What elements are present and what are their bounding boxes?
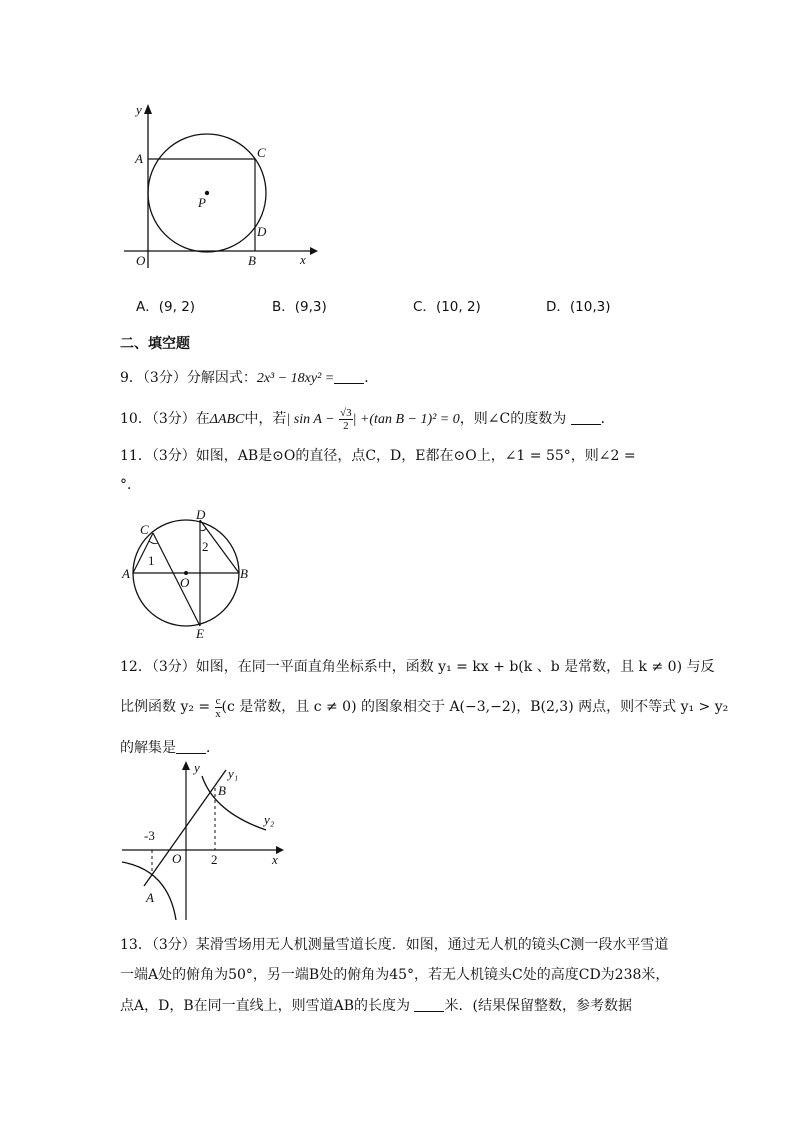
q11-label-o: O	[180, 575, 190, 590]
q11-line1: 11．（3分）如图，AB是⊙O的直径，点C，D，E都在⊙O上，∠1 = 55°，则∠2 =	[120, 448, 636, 464]
q8-x-arrow-icon	[310, 247, 318, 255]
q11-figure	[118, 505, 258, 640]
q12-line2	[120, 693, 728, 721]
q10-expr-right: | +(tan B − 1)² = 0	[352, 412, 460, 427]
q11-label-d: D	[196, 507, 206, 522]
q13-line3-a: 点A，D，B在同一直线上，则雪道AB的长度为	[120, 998, 411, 1014]
q12-line3-a: 的解集是	[120, 740, 176, 756]
q11-label-2: 2	[202, 539, 209, 554]
q12-label-b: B	[218, 783, 226, 798]
q8-option-a-value: (9, 2)	[158, 299, 196, 315]
q8-option-d[interactable]	[546, 295, 611, 315]
q10-frac-num: √3	[340, 406, 352, 419]
q11-angle2-arc	[200, 528, 206, 531]
q8-label-o: O	[136, 253, 146, 268]
q8-label-x: x	[300, 252, 306, 267]
q8-option-a[interactable]	[136, 295, 195, 315]
q11-label-c: C	[140, 522, 149, 537]
q13-answer-blank[interactable]	[414, 997, 444, 1012]
q13-line3-b: 米．(结果保留整数，参考数据	[444, 998, 632, 1014]
q12-figure	[118, 758, 288, 923]
q8-option-c-letter: C．	[413, 299, 436, 315]
q12-label-a: A	[146, 890, 154, 905]
q12-line1: 12．（3分）如图，在同一平面直角坐标系中，函数 y₁ = kx + b(k 、b 是常数，且 k ≠ 0) 与反	[120, 659, 715, 675]
q8-option-c[interactable]	[413, 295, 481, 315]
q12-hyperbola-branch1	[202, 776, 266, 830]
q9-expr: 2x³ − 18xy² =	[256, 371, 335, 386]
q8-option-d-letter: D．	[546, 299, 570, 315]
q9-prefix: 9．（3分）分解因式：	[120, 370, 257, 386]
q12-line-y1	[144, 770, 226, 886]
q12-tick-2: 2	[211, 852, 218, 867]
q13-line2: 一端A处的俯角为50°，另一端B处的俯角为45°，若无人机镜头C处的高度CD为238米，	[120, 967, 670, 983]
q8-y-arrow-icon	[144, 104, 152, 114]
q10-end: ．	[600, 411, 615, 427]
q8-label-y: y	[136, 102, 142, 117]
q9-answer-blank[interactable]	[334, 369, 364, 384]
q12-line2-b: (c 是常数，且 c ≠ 0) 的图象相交于 A(−3,−2)，B(2,3) 两点，则不等式 y₁ > y₂	[221, 699, 729, 715]
q9-suffix: ．	[364, 370, 379, 386]
q13-line1: 13．（3分）某滑雪场用无人机测量雪道长度．如图，通过无人机的镜头C测一段水平雪道	[120, 937, 669, 953]
q8-label-c: C	[257, 145, 266, 160]
q8-option-b-letter: B．	[272, 299, 295, 315]
q12-label-x: x	[272, 852, 278, 867]
q8-figure	[118, 100, 318, 270]
q12-line2-a: 比例函数 y₂ =	[120, 699, 211, 715]
q8-option-d-value: (10,3)	[569, 299, 611, 315]
q12-line3-b: ．	[206, 740, 220, 756]
q10-prefix: 10．（3分）在	[120, 411, 210, 427]
section-title: 二、填空题	[120, 336, 190, 352]
q12-label-y2: y₂	[264, 812, 275, 827]
q12-label-o: O	[172, 851, 182, 866]
q11-label-a: A	[122, 566, 130, 581]
q12-line3	[120, 738, 220, 758]
q12-tick-neg3: -3	[144, 828, 155, 843]
q10-mid: 中，若	[244, 411, 287, 427]
q8-label-b: B	[248, 253, 256, 268]
q10-expr-left: | sin A −	[286, 412, 335, 427]
q8-label-d: D	[257, 224, 267, 239]
q12-label-y1: y₁	[228, 766, 239, 781]
q12-answer-blank[interactable]	[176, 739, 206, 754]
q12-y-arrow-icon	[182, 761, 190, 770]
q12-frac-num: c	[215, 694, 221, 707]
q11-line-ce	[153, 533, 200, 626]
q11-label-b: B	[240, 566, 248, 581]
q8-option-b[interactable]	[272, 295, 327, 315]
q10-line	[120, 405, 615, 434]
q12-fraction	[215, 695, 222, 720]
q11-label-e: E	[196, 626, 204, 640]
q12-label-y: y	[194, 760, 200, 775]
q10-frac-den: 2	[343, 419, 349, 432]
q10-fraction	[339, 407, 353, 432]
q12-frac-den: x	[215, 707, 221, 720]
q9-line	[120, 368, 378, 389]
q10-triangle: ΔABC	[209, 412, 245, 427]
q11-line2: °．	[120, 477, 141, 493]
q13-line3	[120, 996, 632, 1016]
q10-answer-blank[interactable]	[571, 410, 601, 425]
q8-option-c-value: (10, 2)	[435, 299, 481, 315]
q10-tail: ，则∠C的度数为	[459, 411, 567, 427]
q11-label-1: 1	[148, 553, 155, 568]
q8-option-b-value: (9,3)	[294, 299, 327, 315]
q8-label-p: P	[198, 195, 206, 210]
q8-label-a: A	[135, 151, 143, 166]
q8-option-a-letter: A．	[136, 299, 159, 315]
